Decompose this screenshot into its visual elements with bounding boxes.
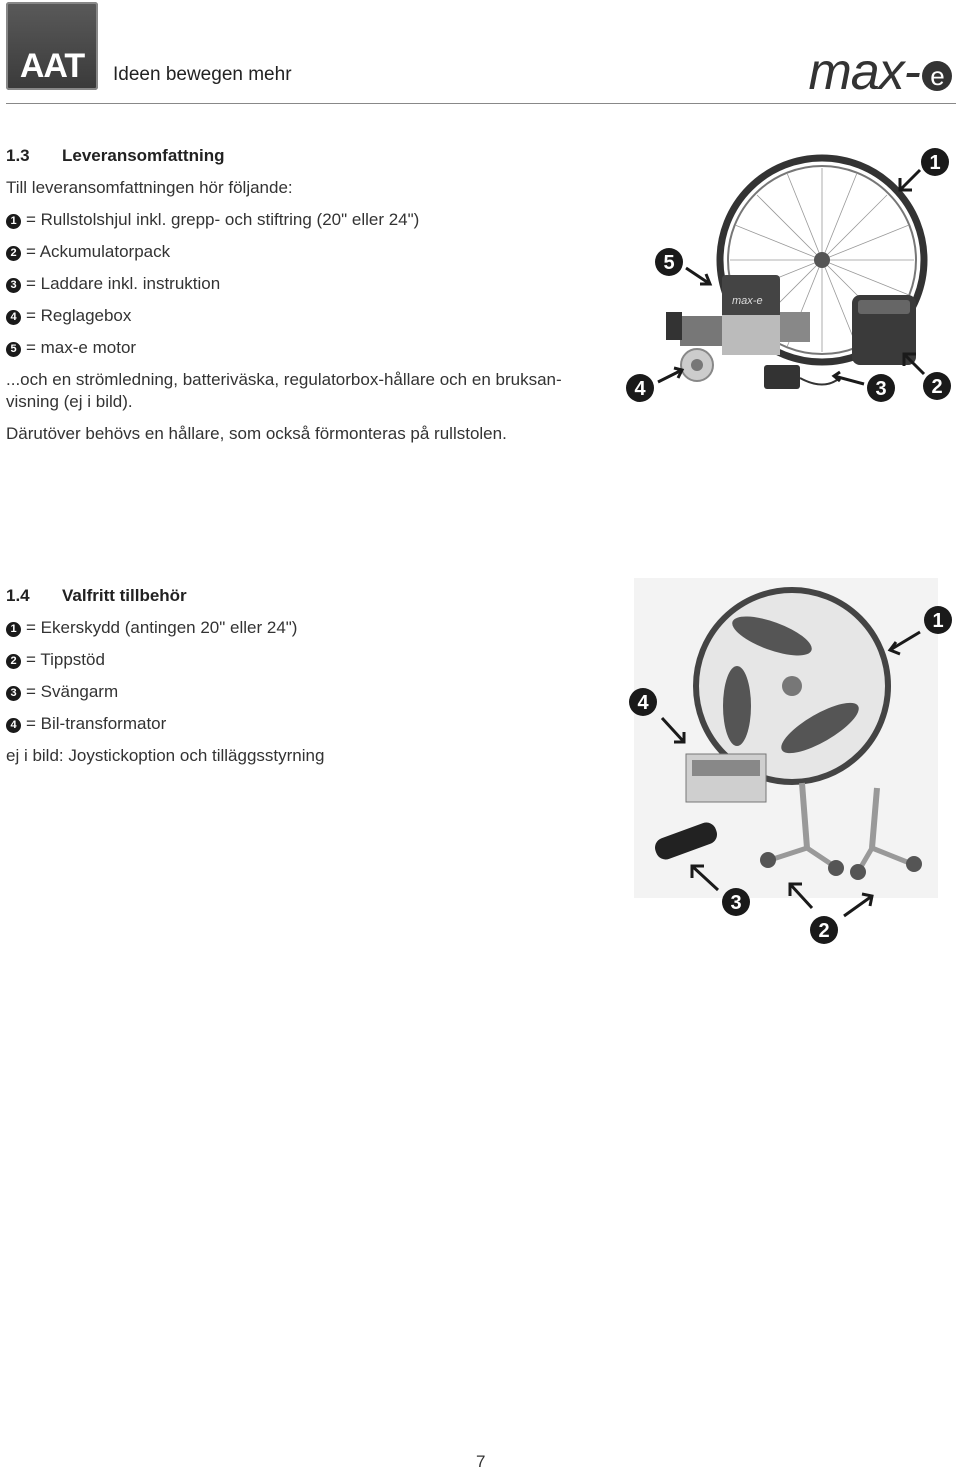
marker-label: 2	[818, 920, 830, 942]
marker-label: 1	[929, 152, 941, 174]
list-item	[6, 338, 136, 358]
extra-line-1: ...och en strömledning, batteriväska, regulatorbox-hållare och en bruksan-	[6, 370, 562, 389]
marker-label: 2	[931, 376, 943, 398]
tagline: Ideen bewegen mehr	[113, 64, 292, 85]
delivery-contents-photo	[622, 140, 958, 410]
section-13-heading	[6, 146, 224, 166]
marker-label: 1	[932, 610, 944, 632]
list-item	[6, 714, 166, 734]
list-item	[6, 682, 118, 702]
number-badge: 1	[6, 214, 21, 229]
section-14-heading	[6, 586, 187, 606]
charger-image	[764, 365, 837, 389]
brand-e: e	[922, 61, 952, 91]
number-badge: 2	[6, 654, 21, 669]
aat-logo	[6, 2, 98, 90]
header-divider	[6, 103, 956, 104]
max-e-logo	[808, 42, 952, 102]
number-badge: 2	[6, 246, 21, 261]
marker-label: 3	[730, 892, 742, 914]
list-item	[6, 274, 220, 294]
car-transformer-image	[686, 754, 766, 802]
list-item	[6, 306, 131, 326]
marker-label: 5	[663, 252, 675, 274]
section-title: Valfritt tillbehör	[62, 586, 187, 605]
section-13-note: Därutöver behövs en hållare, som också förmonteras på rullstolen.	[6, 424, 507, 443]
item-text: = Svängarm	[26, 682, 119, 701]
section-13-intro: Till leveransomfattningen hör följande:	[6, 178, 293, 197]
number-badge: 4	[6, 718, 21, 733]
control-box-image	[681, 349, 713, 381]
item-text: = Ekerskydd (antingen 20" eller 24")	[26, 618, 298, 637]
item-text: = Tippstöd	[26, 650, 105, 669]
motor-label: max-e	[732, 295, 763, 307]
list-item	[6, 650, 105, 670]
extra-line-2: visning (ej i bild).	[6, 392, 133, 411]
number-badge: 4	[6, 310, 21, 325]
marker-label: 4	[634, 378, 646, 400]
marker-label: 4	[637, 692, 649, 714]
number-badge: 3	[6, 686, 21, 701]
item-text: = Reglagebox	[26, 306, 132, 325]
item-text: = Bil-transformator	[26, 714, 167, 733]
number-badge: 1	[6, 622, 21, 637]
item-text: = Rullstolshjul inkl. grepp- och stiftring (20" eller 24")	[26, 210, 420, 229]
list-item	[6, 242, 170, 262]
list-item	[6, 618, 297, 638]
accessories-photo	[622, 578, 958, 948]
item-text: = max-e motor	[26, 338, 137, 357]
item-text: = Laddare inkl. instruktion	[26, 274, 221, 293]
page-number: 7	[476, 1452, 486, 1471]
list-item	[6, 210, 419, 230]
number-badge: 5	[6, 342, 21, 357]
spoke-guard-image	[696, 590, 888, 782]
section-14-note: ej i bild: Joystickoption och tilläggsstyrning	[6, 746, 325, 765]
brand-main: max-	[808, 43, 920, 101]
item-text: = Ackumulatorpack	[26, 242, 171, 261]
marker-label: 3	[875, 378, 887, 400]
section-title: Leveransomfattning	[62, 146, 225, 165]
section-number: 1.3	[6, 146, 30, 165]
logo-text: AAT	[19, 47, 85, 85]
section-number: 1.4	[6, 586, 30, 605]
number-badge: 3	[6, 278, 21, 293]
